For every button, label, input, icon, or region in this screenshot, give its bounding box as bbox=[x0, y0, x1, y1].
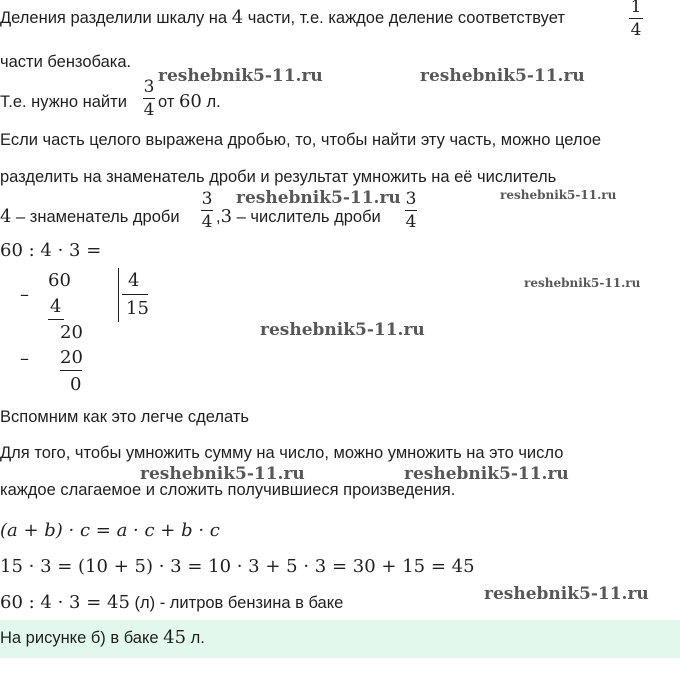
para4-part2 bbox=[216, 207, 381, 227]
fraction-numerator: 3 bbox=[143, 77, 155, 97]
division-underline-2 bbox=[60, 370, 82, 371]
text-span: , bbox=[216, 208, 221, 226]
fraction-numerator: 3 bbox=[405, 189, 417, 209]
math-expression: 60 : 4 · 3 = 45 bbox=[0, 592, 130, 613]
para2-suffix bbox=[158, 92, 221, 112]
fraction-denominator: 4 bbox=[143, 100, 155, 120]
formula-calculation: 15 · 3 = (10 + 5) · 3 = 10 · 3 + 5 · 3 = 30 + 15 = 45 bbox=[0, 556, 475, 577]
para6-line1: Для того, чтобы умножить сумму на число, можно умножить на это число bbox=[0, 444, 564, 462]
answer-text bbox=[0, 628, 205, 648]
text-span: На рисунке б) в баке bbox=[0, 629, 164, 647]
math-number: 4 bbox=[231, 7, 244, 28]
division-subtrahend-2: 20 bbox=[60, 347, 83, 368]
para5: Вспомним как это легче сделать bbox=[0, 408, 249, 426]
division-remainder-1: 20 bbox=[60, 322, 83, 343]
fraction-three-quarters bbox=[142, 76, 156, 121]
division-dividend: 60 bbox=[48, 270, 71, 291]
text-span: (л) - литров бензина в баке bbox=[129, 594, 344, 612]
text-span: л. bbox=[186, 629, 205, 647]
para4-part1 bbox=[0, 207, 180, 227]
fraction-denominator: 4 bbox=[201, 212, 213, 232]
watermark: reshebnik5-11.ru bbox=[484, 584, 649, 604]
text-span: Деления разделили шкалу на bbox=[0, 9, 232, 27]
watermark: reshebnik5-11.ru bbox=[500, 188, 617, 202]
fraction-three-quarters bbox=[404, 188, 418, 233]
math-number: 3 bbox=[220, 206, 233, 227]
watermark: reshebnik5-11.ru bbox=[404, 464, 569, 484]
fraction-three-quarters bbox=[200, 188, 214, 233]
formula-distributive: (a + b) · c = a · c + b · c bbox=[0, 520, 220, 541]
para1-line1 bbox=[0, 8, 565, 28]
watermark: reshebnik5-11.ru bbox=[158, 66, 323, 86]
para3-line1: Если часть целого выражена дробью, то, чтобы найти эту часть, можно целое bbox=[0, 131, 602, 149]
watermark: reshebnik5-11.ru bbox=[524, 276, 641, 290]
answer-box bbox=[0, 620, 680, 658]
division-divisor-line bbox=[122, 294, 148, 295]
text-span: части, т.е. каждое деление соответствует bbox=[243, 9, 565, 27]
watermark: reshebnik5-11.ru bbox=[236, 188, 401, 208]
fraction-numerator: 3 bbox=[201, 189, 213, 209]
division-underline-1 bbox=[48, 319, 64, 320]
division-subtrahend-1: 4 bbox=[50, 296, 62, 317]
division-vertical-bar bbox=[118, 268, 119, 322]
division-quotient: 15 bbox=[126, 298, 149, 319]
watermark: reshebnik5-11.ru bbox=[420, 66, 585, 86]
division-divisor: 4 bbox=[128, 270, 140, 291]
fraction-numerator: 1 bbox=[630, 0, 642, 17]
result-line bbox=[0, 593, 343, 613]
text-span: – знаменатель дроби bbox=[11, 208, 180, 226]
division-minus-2: – bbox=[20, 348, 29, 369]
fraction-denominator: 4 bbox=[630, 20, 642, 40]
math-number: 4 bbox=[0, 206, 12, 227]
expression-start: 60 : 4 · 3 = bbox=[0, 240, 102, 261]
watermark: reshebnik5-11.ru bbox=[260, 320, 425, 340]
text-span: от bbox=[158, 93, 179, 111]
math-number: 45 bbox=[163, 627, 187, 648]
para6-line2: каждое слагаемое и сложить получившиеся произведения. bbox=[0, 481, 456, 499]
division-remainder-2: 0 bbox=[70, 374, 82, 395]
para2-prefix: Т.е. нужно найти bbox=[0, 93, 127, 111]
watermark: reshebnik5-11.ru bbox=[140, 464, 305, 484]
text-span: – числитель дроби bbox=[232, 208, 381, 226]
math-number: 60 bbox=[178, 91, 202, 112]
para1-line2: части бензобака. bbox=[0, 53, 132, 71]
fraction-one-quarter bbox=[628, 0, 644, 41]
fraction-denominator: 4 bbox=[405, 212, 417, 232]
division-minus-1: – bbox=[20, 284, 29, 305]
text-span: л. bbox=[201, 93, 221, 111]
para3-line2: разделить на знаменатель дроби и результат умножить на её числитель bbox=[0, 168, 557, 186]
